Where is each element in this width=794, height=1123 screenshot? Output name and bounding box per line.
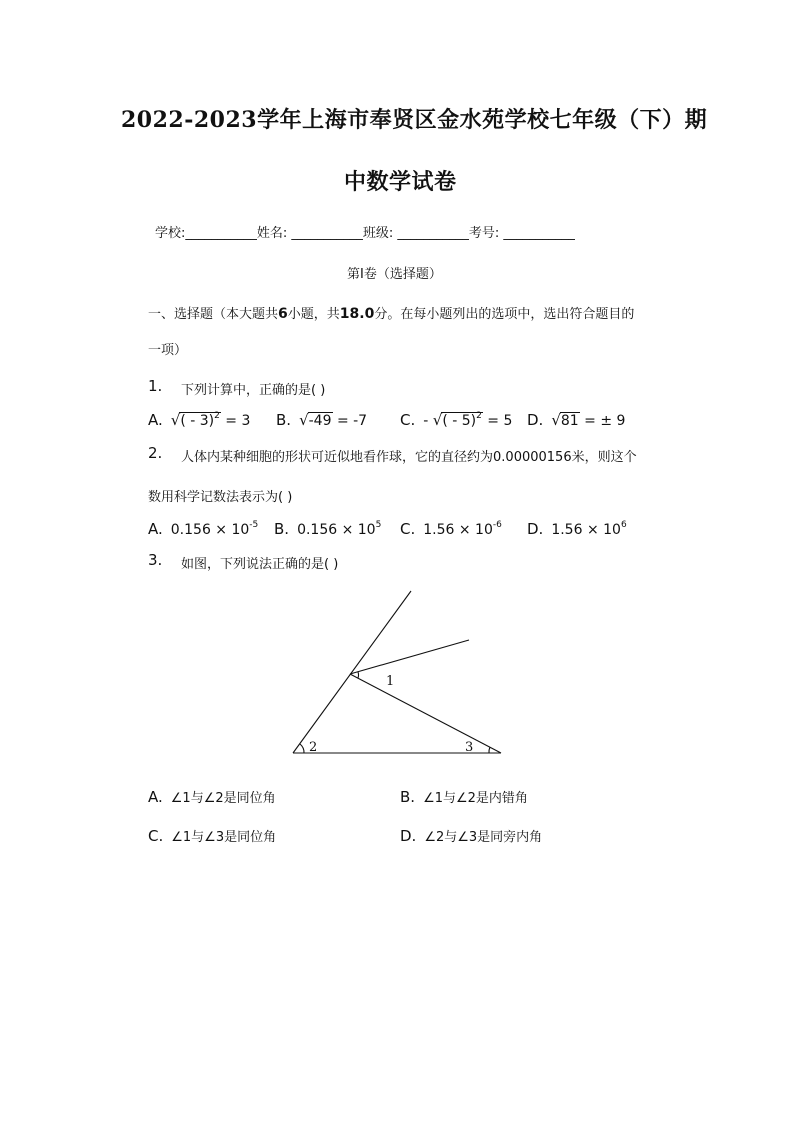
student-info-line: 学校:___________姓名: ___________班级: ___________考号: ___________ [155,226,575,241]
q3-option-b-text: ∠1与∠2是内错角 [423,791,528,806]
q2-a-exponent: -5 [249,520,259,531]
q2-a-base: 0.156 × 10 [170,522,250,538]
angle-1-arc [358,672,359,678]
sqrt-icon: √( - 5)$^2$ [432,411,482,429]
q1-option-d [527,411,625,429]
section-instructions-line2: 一项） [148,343,188,358]
q1-option-c [400,411,512,429]
q3-text: 如图，下列说法正确的是( ) [181,557,339,572]
q3-option-c-label: C. [148,827,164,845]
q2-option-d [527,520,627,538]
q2-b-base: 0.156 × 10 [297,522,376,538]
section-instructions-line1 [148,303,634,322]
q2-text-line1 [181,446,637,465]
q2-option-c-label: C. [400,520,416,538]
page-title-line1: 2022-2023学年上海市奉贤区金水苑学校七年级（下）期 [121,107,708,133]
angle-figure [285,585,510,760]
q2-b-exponent: 5 [375,520,382,531]
figure-line-left [293,591,411,753]
q2-d-base: 1.56 × 10 [551,522,621,538]
q3-option-a-label: A. [148,788,163,806]
q1-text: 下列计算中，正确的是( ) [181,383,326,398]
q1-d-radicand: 81 [560,413,579,429]
angle-3-arc [489,747,490,753]
q1-c-exponent: 2 [476,411,482,422]
q2-option-a [148,520,258,538]
q2-text-post: 米，则这个 [571,450,637,465]
q2-option-b-label: B. [274,520,290,538]
q1-b-result: = -7 [332,413,368,429]
q3-option-c-text: ∠1与∠3是同位角 [171,830,277,845]
angle-3-label: 3 [465,740,474,755]
q3-option-d-text: ∠2与∠3是同旁内角 [424,830,543,845]
q2-c-base: 1.56 × 10 [423,522,493,538]
q2-diameter-value: 0.00000156 [493,450,572,465]
angle-1-label: 1 [386,674,395,689]
q1-number: 1. [148,377,163,395]
sqrt-icon: √( - 3)$^2$ [170,411,220,429]
q1-option-d-label: D. [527,411,544,429]
page-title-line2: 中数学试卷 [344,169,457,195]
q1-option-a [148,411,250,429]
q1-c-result: = 5 [482,413,513,429]
q2-option-d-label: D. [527,520,544,538]
q1-option-b [276,411,367,429]
total-score: 18.0 [339,306,375,322]
q1-a-radicand: ( - 3) [180,413,215,429]
q2-option-a-label: A. [148,520,163,538]
q2-d-exponent: 6 [620,520,627,531]
q3-option-a-text: ∠1与∠2是同位角 [170,791,276,806]
angle-2-label: 2 [309,740,318,755]
angle-2-arc [300,744,304,753]
q1-a-exponent: 2 [214,411,220,422]
q1-option-c-label: C. [400,411,416,429]
figure-line-ray [350,640,469,674]
q3-option-a [148,787,276,806]
q3-option-c [148,826,276,845]
q3-option-b [400,787,528,806]
q3-option-d-label: D. [400,827,417,845]
q1-option-a-label: A. [148,411,163,429]
sqrt-icon: √81 [551,411,579,429]
q2-option-b [274,520,381,538]
q1-a-result: = 3 [220,413,251,429]
figure-line-transversal [350,674,501,753]
q3-option-d [400,826,542,845]
section-text-pre: 一、选择题（本大题共 [148,307,279,322]
section-text-mid: 小题，共 [287,307,340,322]
q2-c-exponent: -6 [492,520,502,531]
q1-c-prefix: - [423,413,433,429]
section-text-post: 分。在每小题列出的选项中，选出符合题目的 [374,307,635,322]
q1-d-result: = ± 9 [579,413,626,429]
q1-c-radicand: ( - 5) [442,413,477,429]
q1-b-radicand: -49 [308,413,332,429]
q3-number: 3. [148,551,163,569]
question-count: 6 [278,306,288,322]
volume-heading: 第Ⅰ卷（选择题） [347,267,442,282]
sqrt-icon: √-49 [299,411,332,429]
q2-option-c [400,520,502,538]
q2-text-line2: 数用科学记数法表示为( ) [148,490,293,505]
q2-number: 2. [148,444,163,462]
q2-text-pre: 人体内某种细胞的形状可近似地看作球，它的直径约为 [181,450,494,465]
q3-option-b-label: B. [400,788,416,806]
q1-option-b-label: B. [276,411,292,429]
